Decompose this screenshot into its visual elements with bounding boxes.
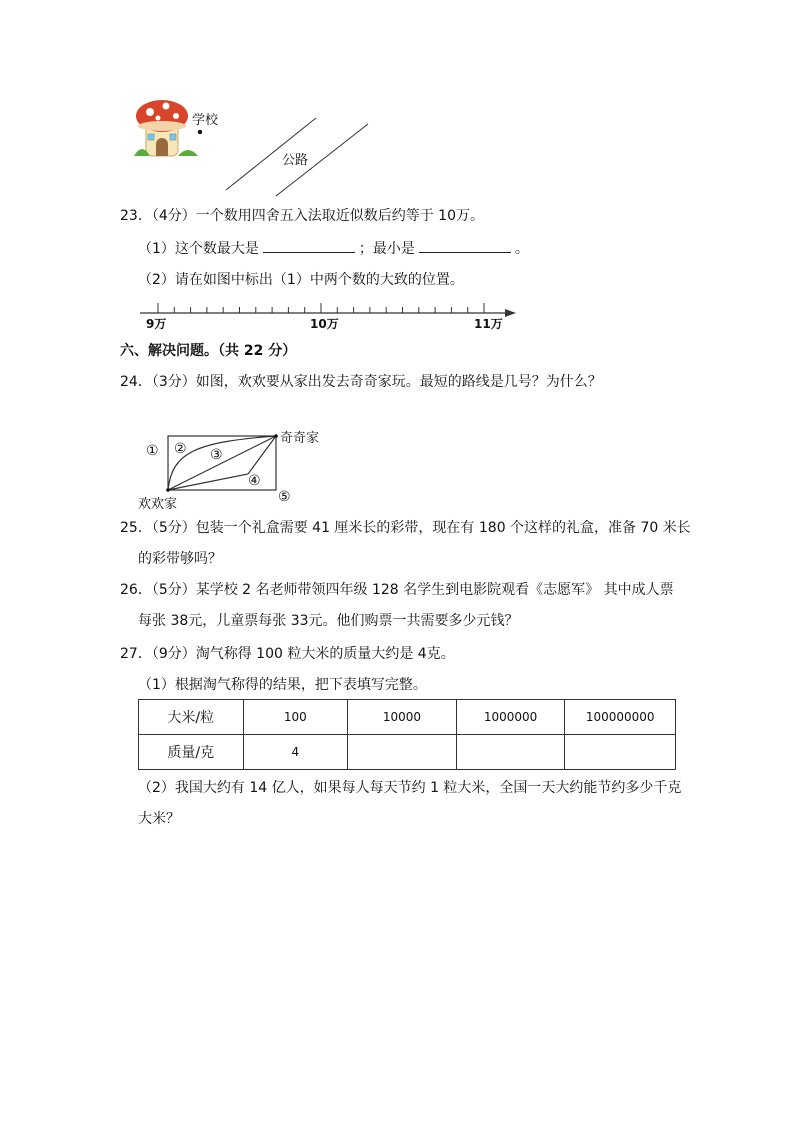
q25-line1: 25．（5分）包装一个礼盒需要 41 厘米长的彩带，现在有 180 个这样的礼盒，准备 70 米长 — [120, 520, 691, 536]
q26-line1: 26．（5分）某学校 2 名老师带领四年级 128 名学生到电影院观看《志愿军》 其中成人票 — [120, 582, 674, 598]
max-answer-blank[interactable] — [263, 238, 355, 253]
q23-part2: （2）请在如图中标出（1）中两个数的大致的位置。 — [138, 272, 464, 288]
q27-part1: （1）根据淘气称得的结果，把下表填写完整。 — [138, 677, 427, 693]
mushroom-house-icon — [134, 100, 198, 156]
rice-table — [138, 699, 676, 770]
section6-title: 六、解决问题。（共 22 分） — [120, 343, 297, 359]
table-cell: 100 — [243, 700, 348, 735]
numberline-label-9wan: 9万 — [146, 317, 167, 331]
table-cell-blank[interactable] — [565, 735, 676, 770]
route-label-3: ③ — [210, 447, 223, 463]
route-label-5: ⑤ — [278, 489, 291, 505]
table-cell-mass-header: 质量/克 — [139, 735, 244, 770]
q27-stem: 27．（9分）淘气称得 100 粒大米的质量大约是 4克。 — [120, 646, 455, 662]
road-label: 公路 — [282, 153, 309, 168]
number-line-ticks — [158, 303, 484, 313]
q23-stem: 23．（4分）一个数用四舍五入法取近似数后约等于 10万。 — [120, 208, 484, 224]
table-cell-rice-header: 大米/粒 — [139, 700, 244, 735]
q23-part1-mid: ；最小是 — [358, 241, 415, 257]
q24-stem: 24．（3分）如图，欢欢要从家出发去奇奇家玩。最短的路线是几号？为什么？ — [120, 374, 602, 390]
route-label-2: ② — [174, 441, 187, 457]
table-cell: 4 — [243, 735, 348, 770]
school-road-figure — [130, 92, 390, 198]
table-cell: 100000000 — [565, 700, 676, 735]
q23-part1 — [138, 238, 529, 259]
numberline-label-11wan: 11万 — [474, 317, 503, 331]
q27-part2-line1: （2）我国大约有 14 亿人，如果每人每天节约 1 粒大米，全国一天大约能节约多少千克 — [138, 780, 682, 796]
table-cell: 10000 — [348, 700, 457, 735]
q25-line2: 的彩带够吗？ — [138, 551, 222, 567]
route-label-4: ④ — [248, 473, 261, 489]
table-cell: 1000000 — [456, 700, 565, 735]
table-cell-blank[interactable] — [348, 735, 457, 770]
q26-line2: 每张 38元，儿童票每张 33元。他们购票一共需要多少元钱？ — [138, 613, 519, 629]
end-point — [274, 434, 278, 438]
table-row — [139, 700, 676, 735]
end-label: 奇奇家 — [280, 431, 320, 446]
number-line[interactable] — [134, 296, 524, 336]
numberline-label-10wan: 10万 — [310, 317, 339, 331]
start-point — [166, 488, 170, 492]
number-line-arrow — [505, 309, 516, 317]
min-answer-blank[interactable] — [419, 238, 511, 253]
table-cell-blank[interactable] — [456, 735, 565, 770]
school-label: 学校 — [192, 113, 219, 128]
q23-part1-suffix: 。 — [514, 241, 529, 257]
route-label-1: ① — [146, 443, 159, 459]
q23-part1-prefix: （1）这个数最大是 — [138, 241, 259, 257]
table-row — [139, 735, 676, 770]
q27-part2-line2: 大米？ — [138, 811, 180, 827]
start-label: 欢欢家 — [138, 497, 178, 512]
school-point — [198, 130, 202, 134]
route-figure — [136, 424, 346, 516]
